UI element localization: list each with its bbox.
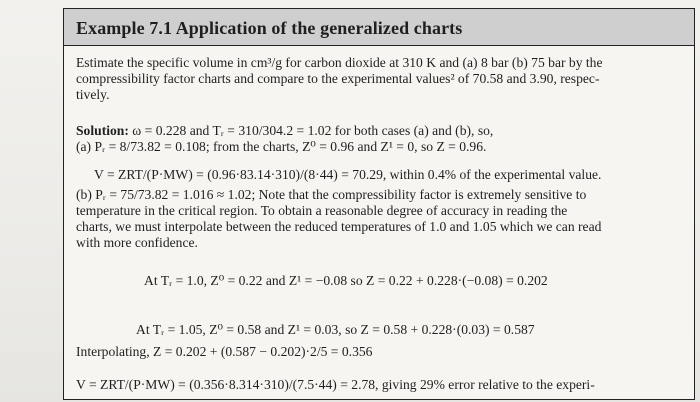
solution-omega-tr: ω = 0.228 and Tᵣ = 310/304.2 = 1.02 for both cases (a) and (b), so, (132, 123, 494, 138)
solution-line-9: At Tᵣ = 1.05, Z⁰ = 0.58 and Z¹ = 0.03, so Z = 0.58 + 0.228·(0.03) = 0.587 (136, 322, 535, 337)
solution-line-1 (76, 123, 493, 139)
solution-line-4: (b) Pᵣ = 75/73.82 = 1.016 ≈ 1.02; Note that the compressibility factor is extremely sensitive to (76, 187, 587, 202)
solution-label: Solution: (76, 123, 129, 138)
problem-line-2: compressibility factor charts and compare to the experimental values² of 70.58 and 3.90, respec- (76, 71, 600, 86)
solution-line-6: charts, we must interpolate between the reduced temperatures of 1.0 and 1.05 which we can read (76, 219, 602, 234)
problem-line-3: tively. (76, 87, 110, 102)
solution-line-10: Interpolating, Z = 0.202 + (0.587 − 0.202)·2/5 = 0.356 (76, 344, 373, 359)
solution-line-8: At Tᵣ = 1.0, Z⁰ = 0.22 and Z¹ = −0.08 so Z = 0.22 + 0.228·(−0.08) = 0.202 (144, 273, 548, 288)
solution-line-11: V = ZRT/(P·MW) = (0.356·8.314·310)/(7.5·44) = 2.78, giving 29% error relative to the experi- (76, 377, 595, 392)
solution-line-3: V = ZRT/(P·MW) = (0.96·83.14·310)/(8·44) = 70.29, within 0.4% of the experimental value. (94, 167, 602, 182)
solution-line-7: with more confidence. (76, 235, 198, 250)
problem-line-1: Estimate the specific volume in cm³/g for carbon dioxide at 310 K and (a) 8 bar (b) 75 bar by the (76, 55, 603, 70)
solution-line-5: temperature in the critical region. To obtain a reasonable degree of accuracy in reading the (76, 203, 568, 218)
solution-line-2: (a) Pᵣ = 8/73.82 = 0.108; from the charts, Z⁰ = 0.96 and Z¹ = 0, so Z = 0.96. (76, 139, 487, 154)
example-box (63, 8, 695, 400)
example-title-bar (64, 9, 694, 46)
example-title: Example 7.1 Application of the generalized charts (76, 18, 463, 38)
